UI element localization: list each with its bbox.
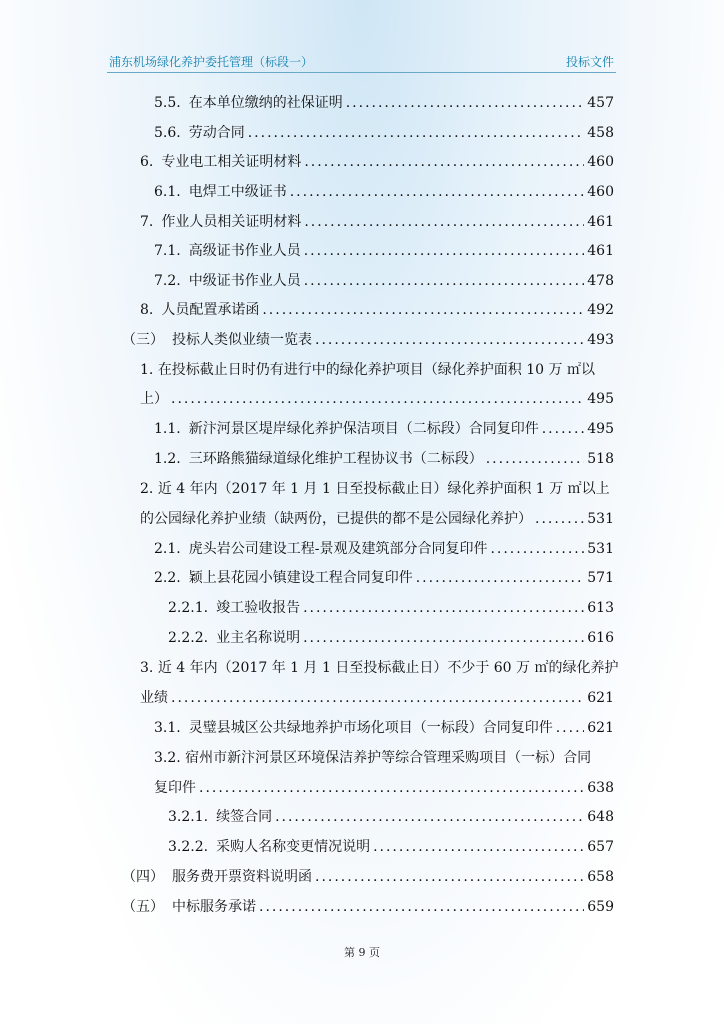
toc-page: 531 [587,541,614,557]
toc-leader [315,868,584,886]
toc-leader [259,898,584,916]
toc-entry[interactable] [154,420,614,438]
toc-leader [373,838,584,856]
toc-leader [542,420,585,438]
toc-number: 2.2. [154,570,181,586]
toc-page: 478 [587,273,614,289]
toc-leader [416,569,585,587]
toc-number: 7.1. [154,243,181,259]
toc-entry-first-line[interactable] [154,749,591,767]
header-project-title: 浦东机场绿化养护委托管理（标段一） [109,55,314,69]
toc-page: 659 [587,899,614,915]
toc-entry[interactable] [122,868,614,886]
toc-number: 7. [140,214,154,230]
toc-title: 专业电工相关证明材料 [161,154,302,170]
toc-page: 571 [587,570,614,586]
toc-number: 6. [140,154,154,170]
toc-title-continued: 业绩 [140,690,168,706]
toc-leader [304,153,584,171]
toc-entry[interactable] [168,599,614,617]
toc-page: 531 [587,511,614,527]
toc-number: （四） [122,869,164,885]
toc-page: 613 [587,600,614,616]
toc-number: 3.2. [154,750,181,766]
toc-title: 续签合同 [216,809,273,825]
toc-entry[interactable] [168,808,614,826]
toc-title: 三环路熊猫绿道绿化维护工程协议书（二标段） [188,451,483,467]
toc-page: 460 [587,154,614,170]
toc-page: 460 [587,184,614,200]
toc-leader [303,629,584,647]
toc-number: 5.6. [154,125,181,141]
toc-entry[interactable] [154,94,614,112]
toc-title: 作业人员相关证明材料 [161,214,302,230]
toc-title: 电焊工中级证书 [188,184,287,200]
toc-number: 1. [140,362,154,378]
toc-leader [171,689,584,707]
toc-title: 虎头岩公司建设工程-景观及建筑部分合同复印件 [188,541,488,557]
toc-title: 近 4 年内（2017 年 1 月 1 日至投标截止日）绿化养护面积 1 万 ㎡以上 [157,481,610,497]
toc-leader [315,331,584,349]
toc-entry-first-line[interactable] [140,659,618,677]
toc-entry-first-line[interactable] [140,480,610,498]
toc-title: 新汴河景区堤岸绿化养护保洁项目（二标段）合同复印件 [188,421,539,437]
toc-title: 服务费开票资料说明函 [172,869,312,885]
page-header [107,50,616,73]
page-number: 第 9 页 [344,946,380,959]
toc-entry[interactable] [154,569,614,587]
toc-page: 657 [587,839,614,855]
toc-leader [171,390,584,408]
toc-title: 人员配置承诺函 [161,302,260,318]
toc-leader [490,540,584,558]
toc-page: 518 [587,451,614,467]
toc-title: 中级证书作业人员 [188,273,301,289]
toc-leader [304,213,584,231]
toc-title: 灵璧县城区公共绿地养护市场化项目（一标段）合同复印件 [188,720,553,736]
toc-page: 648 [587,809,614,825]
toc-number: 3.2.2. [168,839,209,855]
toc-title-continued: 上） [140,391,168,407]
toc-page: 658 [587,869,614,885]
toc-page: 458 [587,125,614,141]
toc-entry[interactable] [168,838,614,856]
toc-page: 638 [587,780,614,796]
toc-title: 近 4 年内（2017 年 1 月 1 日至投标截止日）不少于 60 万 ㎡的绿化养护 [157,660,619,676]
toc-title: 中标服务承诺 [172,899,256,915]
toc-entry-continuation[interactable] [140,689,614,707]
toc-number: 2. [140,481,154,497]
toc-entry-continuation[interactable] [140,390,614,408]
toc-title: 业主名称说明 [216,630,301,646]
toc-number: 1.2. [154,451,181,467]
toc-title: 在本单位缴纳的社保证明 [188,95,343,111]
toc-number: 3.1. [154,720,181,736]
toc-number: 3. [140,660,154,676]
toc-number: （五） [122,899,164,915]
toc-number: 2.2.1. [168,600,209,616]
toc-leader [486,450,585,468]
toc-entry[interactable] [154,540,614,558]
toc-page: 492 [587,302,614,318]
toc-title: 颖上县花园小镇建设工程合同复印件 [188,570,413,586]
toc-number: （三） [122,332,164,348]
toc-number: 1.1. [154,421,181,437]
toc-title: 宿州市新汴河景区环境保洁养护等综合管理采购项目（一标）合同 [185,750,592,766]
toc-leader [304,272,585,290]
toc-entry-continuation[interactable] [140,510,614,528]
toc-leader [248,124,585,142]
toc-leader [303,599,584,617]
toc-entry[interactable] [154,450,614,468]
toc-entry[interactable] [140,213,614,231]
toc-entry[interactable] [122,331,614,349]
toc-page: 616 [587,630,614,646]
toc-entry-continuation[interactable] [154,779,614,797]
toc-title: 投标人类似业绩一览表 [172,332,312,348]
toc-leader [262,301,584,319]
toc-page: 621 [587,720,614,736]
toc-leader [556,719,585,737]
toc-entry[interactable] [140,301,614,319]
toc-number: 3.2.1. [168,809,209,825]
toc-leader [275,808,584,826]
toc-entry[interactable] [154,719,614,737]
toc-page: 495 [587,421,614,437]
toc-entry[interactable] [122,898,614,916]
toc-leader [290,183,585,201]
toc-leader [199,779,584,797]
toc-leader [304,242,585,260]
toc-number: 2.2.2. [168,630,209,646]
toc-title-continued: 的公园绿化养护业绩（缺两份，已提供的都不是公园绿化养护） [140,511,532,527]
toc-title: 在投标截止日时仍有进行中的绿化养护项目（绿化养护面积 10 万 ㎡以 [157,362,595,378]
toc-title: 劳动合同 [188,125,245,141]
toc-entry-first-line[interactable] [140,361,595,379]
toc-number: 2.1. [154,541,181,557]
toc-title: 高级证书作业人员 [188,243,301,259]
toc-title: 竣工验收报告 [216,600,301,616]
toc-page: 461 [587,243,614,259]
toc-number: 5.5. [154,95,181,111]
toc-page: 461 [587,214,614,230]
toc-number: 7.2. [154,273,181,289]
toc-page: 457 [587,95,614,111]
toc-entry[interactable] [154,183,614,201]
toc-entry[interactable] [154,272,614,290]
toc-entry[interactable] [168,629,614,647]
toc-number: 8. [140,302,154,318]
toc-entry[interactable] [154,124,614,142]
toc-number: 6.1. [154,184,181,200]
toc-entry[interactable] [140,153,614,171]
header-doc-type: 投标文件 [565,55,614,69]
toc-page: 493 [587,332,614,348]
toc-leader [535,510,584,528]
toc-page: 495 [587,391,614,407]
toc-title: 采购人名称变更情况说明 [216,839,371,855]
toc-leader [346,94,585,112]
toc-page: 621 [587,690,614,706]
toc-entry[interactable] [154,242,614,260]
toc-title-continued: 复印件 [154,780,196,796]
